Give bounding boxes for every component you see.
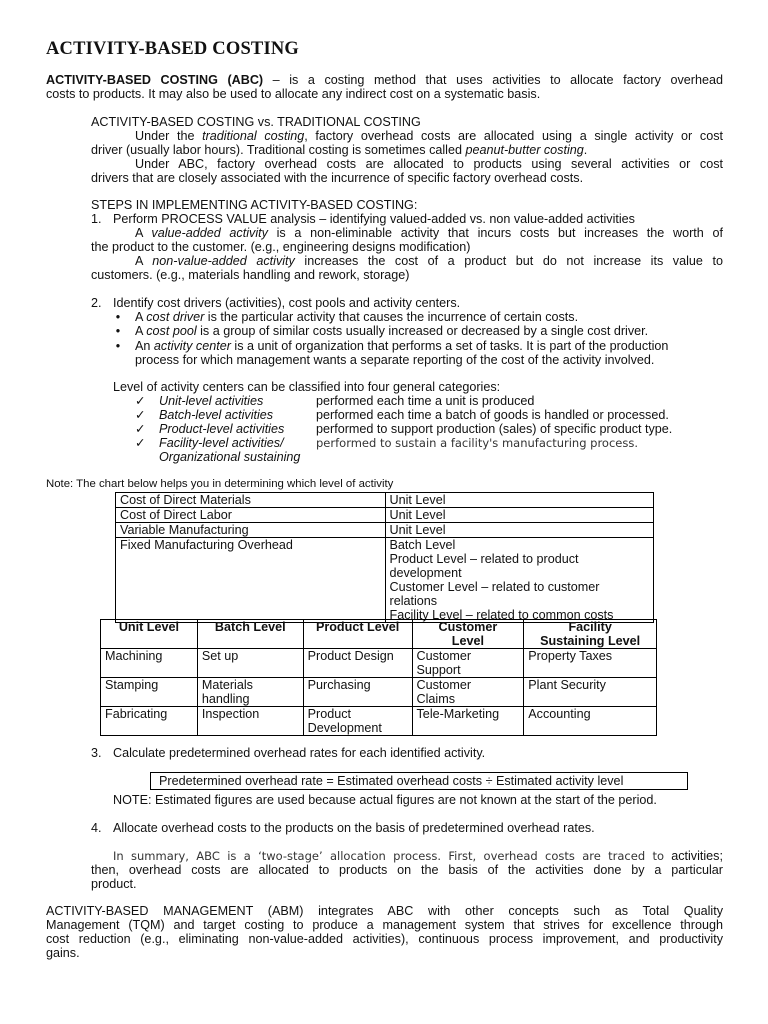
summary-line-1: In summary, ABC is a ‘two-stage’ allocation process. First, overhead costs are traced to activities;	[113, 849, 723, 863]
table-cell: Tele-Marketing	[412, 707, 524, 736]
cost-level-table	[115, 492, 654, 623]
bullet-cost-driver: A cost driver is the particular activity that causes the incurrence of certain costs.	[135, 310, 579, 324]
step-3-number: 3.	[91, 746, 102, 760]
table-row	[101, 707, 657, 736]
levels-intro: Level of activity centers can be classified into four general categories:	[113, 380, 501, 394]
step-1-text: Perform PROCESS VALUE analysis – identifying valued-added vs. non value-added activities	[113, 212, 635, 226]
page-title: ACTIVITY-BASED COSTING	[46, 39, 300, 59]
table-cell: Cost of Direct Materials	[116, 493, 386, 508]
table-row	[116, 523, 654, 538]
steps-heading: STEPS IN IMPLEMENTING ACTIVITY-BASED COSTING:	[91, 198, 418, 212]
table-cell: Inspection	[197, 707, 303, 736]
table-cell: Product Development	[303, 707, 412, 736]
summary-line-2: then, overhead costs are allocated to products on the basis of the activities done by a particular	[91, 863, 723, 877]
column-header: Facility Sustaining Level	[524, 620, 657, 649]
non-value-added-line-1: A non-value-added activity increases the cost of a product but do not increase its value to	[135, 254, 723, 268]
table-row	[116, 538, 654, 623]
bullet-icon: •	[115, 324, 121, 338]
table-cell: Fixed Manufacturing Overhead	[116, 538, 386, 623]
table-cell: Plant Security	[524, 678, 657, 707]
table-cell: Cost of Direct Labor	[116, 508, 386, 523]
vs-para1-line2: driver (usually labor hours). Traditional costing is sometimes called peanut-butter costing.	[91, 143, 588, 157]
table-cell: Property Taxes	[524, 649, 657, 678]
summary-line-3: product.	[91, 877, 137, 891]
table-cell: Unit Level	[385, 493, 654, 508]
checkmark-icon: ✓	[135, 422, 146, 436]
table-cell: Stamping	[101, 678, 198, 707]
checkmark-icon: ✓	[135, 436, 146, 450]
bullet-activity-center-line-2: process for which management wants a separate reporting of the cost of the activity involved.	[135, 353, 655, 367]
level-batch-desc: performed each time a batch of goods is handled or processed.	[316, 408, 669, 422]
chart-note: Note: The chart below helps you in determining which level of activity	[46, 478, 394, 490]
intro-line-2: costs to products. It may also be used to allocate any indirect cost on a systematic basis.	[46, 87, 541, 101]
bullet-icon: •	[115, 339, 121, 353]
table-cell: Product Design	[303, 649, 412, 678]
value-added-line-2: the product to the customer. (e.g., engineering designs modification)	[91, 240, 471, 254]
level-unit-name: Unit-level activities	[159, 394, 264, 408]
table-row	[116, 493, 654, 508]
vs-para2-line1: Under ABC, factory overhead costs are allocated to products using several activities or cost	[135, 157, 723, 171]
column-header: Unit Level	[101, 620, 198, 649]
table-cell: Customer Claims	[412, 678, 524, 707]
abm-line-4: gains.	[46, 946, 80, 960]
table-cell: Purchasing	[303, 678, 412, 707]
level-batch-name: Batch-level activities	[159, 408, 274, 422]
column-header: Customer Level	[412, 620, 524, 649]
table-cell: Variable Manufacturing	[116, 523, 386, 538]
table-cell: Machining	[101, 649, 198, 678]
level-facility-desc: performed to sustain a facility's manufacturing process.	[316, 436, 638, 450]
level-product-desc: performed to support production (sales) of specific product type.	[316, 422, 673, 436]
table-cell: Customer Support	[412, 649, 524, 678]
overhead-rate-formula: Predetermined overhead rate = Estimated overhead costs ÷ Estimated activity level	[150, 772, 688, 790]
value-added-line-1: A value-added activity is a non-eliminable activity that incurs costs but increases the worth of	[135, 226, 723, 240]
bullet-cost-pool: A cost pool is a group of similar costs usually increased or decreased by a single cost driver.	[135, 324, 649, 338]
column-header: Batch Level	[197, 620, 303, 649]
vs-para1-line1: Under the traditional costing, factory overhead costs are allocated using a single activity or cost	[135, 129, 723, 143]
vs-para2-line2: drivers that are closely associated with the incurrence of specific factory overhead costs.	[91, 171, 584, 185]
step-3-note: NOTE: Estimated figures are used because actual figures are not known at the start of the period.	[113, 793, 657, 807]
step-2-number: 2.	[91, 296, 102, 310]
column-header: Product Level	[303, 620, 412, 649]
table-cell: Fabricating	[101, 707, 198, 736]
checkmark-icon: ✓	[135, 408, 146, 422]
level-product-name: Product-level activities	[159, 422, 285, 436]
table-header-row	[101, 620, 657, 649]
step-4-text: Allocate overhead costs to the products on the basis of predetermined overhead rates.	[113, 821, 595, 835]
non-value-added-line-2: customers. (e.g., materials handling and rework, storage)	[91, 268, 410, 282]
table-cell: Unit Level	[385, 523, 654, 538]
level-unit-desc: performed each time a unit is produced	[316, 394, 535, 408]
level-facility-extra: Organizational sustaining	[159, 450, 301, 464]
abm-line-1: ACTIVITY-BASED MANAGEMENT (ABM) integrates ABC with other concepts such as Total Quality	[46, 904, 723, 918]
vs-heading: ACTIVITY-BASED COSTING vs. TRADITIONAL COSTING	[91, 115, 421, 129]
table-cell: Unit Level	[385, 508, 654, 523]
bullet-activity-center-line-1: An activity center is a unit of organization that performs a set of tasks. It is part of the production	[135, 339, 669, 353]
level-facility-name: Facility-level activities/	[159, 436, 284, 450]
checkmark-icon: ✓	[135, 394, 146, 408]
abc-term: ACTIVITY-BASED COSTING (ABC)	[46, 73, 264, 87]
activity-examples-table	[100, 619, 657, 736]
bullet-icon: •	[115, 310, 121, 324]
step-3-text: Calculate predetermined overhead rates for each identified activity.	[113, 746, 486, 760]
table-row	[116, 508, 654, 523]
abm-line-3: cost reduction (e.g., eliminating non-value-added activities), continuous process improvement, and productivity	[46, 932, 723, 946]
abm-line-2: Management (TQM) and target costing to produce a management system that strives for excellence through	[46, 918, 723, 932]
table-cell: Set up	[197, 649, 303, 678]
step-1-number: 1.	[91, 212, 102, 226]
step-2-text: Identify cost drivers (activities), cost pools and activity centers.	[113, 296, 461, 310]
table-row	[101, 678, 657, 707]
table-row	[101, 649, 657, 678]
table-cell: Materials handling	[197, 678, 303, 707]
intro-definition: – is a costing method that uses activities to allocate factory overhead	[263, 73, 723, 87]
intro-line-1	[46, 73, 723, 87]
table-cell: Accounting	[524, 707, 657, 736]
table-cell: Batch Level Product Level – related to product development Customer Level – related to customer relations Facility Level – related to common costs	[385, 538, 654, 623]
step-4-number: 4.	[91, 821, 102, 835]
